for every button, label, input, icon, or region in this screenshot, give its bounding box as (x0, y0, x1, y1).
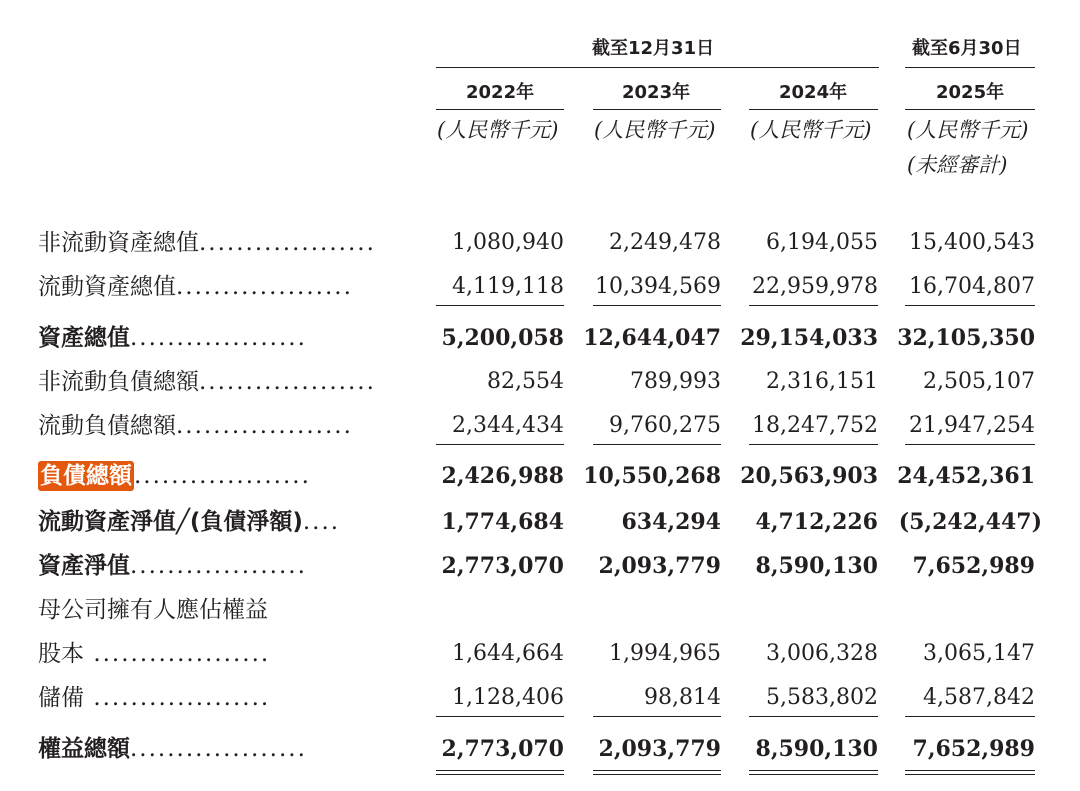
subtotal-rule (593, 716, 721, 717)
cell: 1,080,940 (452, 230, 564, 255)
cell: 8,590,130 (755, 736, 878, 762)
row-label-total-assets: 資產總值................... (38, 325, 307, 351)
cell: 5,583,802 (766, 685, 878, 710)
subtotal-rule (593, 305, 721, 306)
subtotal-rule (436, 716, 564, 717)
cell: 98,814 (644, 685, 721, 710)
row-label-net-current-assets: 流動資產淨值╱(負債淨額).... (38, 509, 341, 535)
row-label-current-liabilities: 流動負債總額................... (38, 413, 353, 439)
cell: 2,773,070 (441, 553, 564, 579)
cell: 7,652,989 (912, 736, 1035, 762)
year-header-2022: 2022年 (466, 82, 535, 103)
cell: 9,760,275 (609, 413, 721, 438)
cell: 18,247,752 (752, 413, 878, 438)
cell: 2,773,070 (441, 736, 564, 762)
row-label-total-equity: 權益總額................... (38, 736, 307, 762)
unit-label-2023: (人民幣千元) (594, 118, 716, 142)
unit-label-2025: (人民幣千元) (907, 118, 1029, 142)
cell: 12,644,047 (583, 325, 721, 351)
cell: 2,093,779 (598, 553, 721, 579)
total-double-rule (593, 774, 721, 775)
header-group-dec31: 截至12月31日 (592, 38, 715, 59)
cell: 4,587,842 (923, 685, 1035, 710)
total-double-rule (905, 770, 1035, 771)
cell: 4,119,118 (452, 274, 564, 299)
cell: 1,774,684 (441, 509, 564, 535)
cell: 1,994,965 (609, 641, 721, 666)
cell: 15,400,543 (909, 230, 1035, 255)
cell: 2,093,779 (598, 736, 721, 762)
row-label-noncurrent-assets: 非流動資產總值................... (38, 230, 376, 256)
year-header-2023: 2023年 (622, 82, 691, 103)
row-label-net-assets: 資產淨值................... (38, 553, 307, 579)
cell: 82,554 (487, 369, 564, 394)
year-rule-2022 (436, 109, 564, 110)
highlighted-term: 負債總額 (40, 463, 132, 489)
cell: 10,394,569 (595, 274, 721, 299)
total-double-rule (749, 770, 878, 771)
subtotal-rule (436, 305, 564, 306)
cell: 7,652,989 (912, 553, 1035, 579)
row-label-equity-attributable: 母公司擁有人應佔權益 (38, 597, 268, 623)
subtotal-rule (905, 716, 1035, 717)
cell: 8,590,130 (755, 553, 878, 579)
year-header-2025: 2025年 (936, 82, 1005, 103)
row-label-total-liabilities: 負債總額................... (40, 463, 311, 489)
year-rule-2024 (749, 109, 878, 110)
subtotal-rule (749, 444, 878, 445)
year-rule-2025 (905, 109, 1035, 110)
cell: 16,704,807 (909, 274, 1035, 299)
cell: 2,316,151 (766, 369, 878, 394)
total-double-rule (905, 774, 1035, 775)
cell: 2,249,478 (609, 230, 721, 255)
cell: 22,959,978 (752, 274, 878, 299)
cell: 1,644,664 (452, 641, 564, 666)
cell: 2,426,988 (441, 463, 564, 489)
row-label-current-assets: 流動資產總值................... (38, 274, 353, 300)
subtotal-rule (749, 305, 878, 306)
row-label-reserves: 儲備 ................... (38, 685, 271, 711)
cell: 21,947,254 (909, 413, 1035, 438)
total-double-rule (436, 770, 564, 771)
cell: 634,294 (621, 509, 721, 535)
year-header-2024: 2024年 (779, 82, 848, 103)
cell: 24,452,361 (897, 463, 1035, 489)
cell: 29,154,033 (740, 325, 878, 351)
unit-label-2022: (人民幣千元) (437, 118, 559, 142)
header-group-jun30: 截至6月30日 (912, 38, 1022, 59)
total-double-rule (436, 774, 564, 775)
cell: 32,105,350 (897, 325, 1035, 351)
subtotal-rule (905, 305, 1035, 306)
cell: 2,344,434 (452, 413, 564, 438)
cell: 3,065,147 (923, 641, 1035, 666)
unaudited-label: (未經審計) (907, 153, 1008, 177)
cell: 4,712,226 (755, 509, 878, 535)
cell: 10,550,268 (583, 463, 721, 489)
cell: 5,200,058 (441, 325, 564, 351)
cell: 1,128,406 (452, 685, 564, 710)
subtotal-rule (749, 716, 878, 717)
cell: 789,993 (630, 369, 721, 394)
row-label-share-capital: 股本 ................... (38, 641, 271, 667)
cell: (5,242,447) (898, 509, 1042, 535)
cell: 20,563,903 (740, 463, 878, 489)
unit-label-2024: (人民幣千元) (750, 118, 872, 142)
header-group-rule-1 (436, 67, 879, 68)
subtotal-rule (436, 444, 564, 445)
cell: 2,505,107 (923, 369, 1035, 394)
total-double-rule (593, 770, 721, 771)
cell: 3,006,328 (766, 641, 878, 666)
row-label-noncurrent-liabilities: 非流動負債總額................... (38, 369, 376, 395)
subtotal-rule (905, 444, 1035, 445)
year-rule-2023 (593, 109, 721, 110)
total-double-rule (749, 774, 878, 775)
cell: 6,194,055 (766, 230, 878, 255)
header-group-rule-2 (905, 67, 1035, 68)
subtotal-rule (593, 444, 721, 445)
